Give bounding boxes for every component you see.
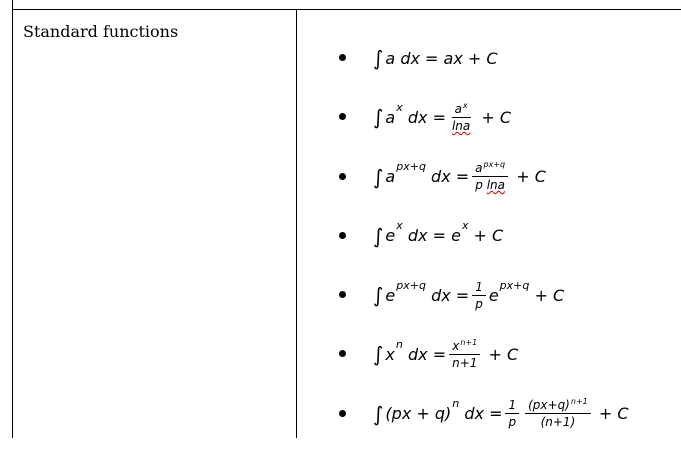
constant: C — [506, 344, 519, 364]
integral-sign: ∫ — [373, 105, 384, 130]
base: a — [385, 107, 396, 127]
formula — [373, 40, 498, 76]
constant: C — [486, 48, 498, 68]
formula — [373, 218, 503, 254]
integral-sign: ∫ — [373, 342, 384, 367]
formula-item — [333, 99, 681, 158]
integrand: a dx — [385, 48, 420, 68]
column-divider — [296, 10, 297, 438]
fraction — [505, 398, 519, 429]
bullet-icon — [339, 410, 346, 417]
formula-item — [333, 218, 681, 277]
result-exponent: px+q — [499, 278, 530, 292]
integral-sign: ∫ — [373, 223, 384, 248]
exponent: n — [395, 337, 403, 351]
numerator: 1 — [472, 280, 486, 296]
bullet-icon — [339, 113, 346, 120]
differential: dx — [431, 285, 451, 305]
numerator-base: a — [454, 101, 462, 116]
differential: dx — [431, 167, 451, 187]
denominator-ln: lna — [486, 178, 505, 193]
numerator-base: x — [452, 338, 460, 353]
integral-sign: ∫ — [373, 401, 384, 426]
integral-sign: ∫ — [373, 164, 384, 189]
denominator: p — [508, 415, 517, 430]
formula — [373, 159, 546, 195]
fraction — [472, 161, 508, 192]
formula — [373, 396, 629, 432]
exponent: x — [396, 100, 403, 114]
differential: dx — [407, 107, 428, 127]
numerator — [525, 398, 591, 414]
equals-sign: = — [432, 226, 446, 246]
formula-item — [333, 40, 681, 99]
bullet-icon — [339, 291, 346, 298]
differential: dx — [407, 344, 428, 364]
plus-sign: + — [598, 404, 613, 424]
base: e — [385, 285, 396, 305]
formula-item — [333, 159, 681, 218]
text-cursor-mark — [12, 0, 13, 9]
formula-item — [333, 277, 681, 336]
base: a — [385, 167, 396, 187]
equals-sign: = — [455, 285, 470, 305]
plus-sign: + — [473, 226, 487, 246]
denominator: p — [475, 296, 483, 311]
bullet-icon — [339, 350, 346, 357]
fraction — [449, 339, 480, 370]
equals-sign: = — [432, 344, 447, 364]
result-base: e — [488, 285, 499, 305]
denominator — [472, 177, 508, 192]
numerator — [449, 339, 480, 355]
row-label: Standard functions — [23, 22, 179, 41]
result-base: e — [451, 226, 461, 246]
plus-sign: + — [516, 167, 530, 187]
numerator-exponent: px+q — [483, 160, 506, 170]
constant: C — [617, 404, 629, 424]
integral-sign: ∫ — [373, 46, 384, 70]
numerator-base: (px+q) — [528, 398, 570, 413]
denominator: n+1 — [452, 355, 478, 370]
differential: dx — [464, 404, 484, 424]
plus-sign: + — [481, 107, 495, 127]
fraction — [449, 102, 473, 133]
formula-table — [12, 9, 681, 438]
exponent: n — [452, 397, 460, 411]
fraction — [525, 398, 591, 429]
formula — [373, 99, 511, 135]
equals-sign: = — [432, 107, 446, 127]
bullet-icon — [339, 54, 346, 61]
denominator: (n+1) — [540, 415, 576, 430]
constant: C — [534, 167, 546, 187]
exponent: x — [396, 219, 403, 233]
bullet-icon — [339, 232, 346, 239]
numerator-base: a — [475, 161, 483, 176]
exponent: px+q — [396, 160, 426, 174]
plus-sign: + — [467, 48, 482, 68]
exponent: px+q — [396, 278, 426, 292]
equals-sign: = — [425, 48, 439, 68]
denominator: lna — [451, 118, 471, 133]
numerator-exponent: n+1 — [460, 337, 478, 347]
bullet-icon — [339, 173, 346, 180]
numerator-exponent: n+1 — [570, 397, 588, 407]
integral-sign: ∫ — [373, 283, 384, 308]
numerator — [472, 161, 508, 177]
formula — [373, 336, 518, 372]
constant: C — [552, 285, 565, 305]
numerator-exponent: x — [462, 100, 468, 110]
numerator — [452, 102, 471, 118]
result-exponent: x — [461, 219, 469, 233]
plus-sign: + — [534, 285, 548, 305]
formula-item — [333, 396, 681, 455]
plus-sign: + — [488, 344, 502, 364]
result: ax — [443, 48, 463, 68]
formula-list — [333, 40, 681, 455]
equals-sign: = — [455, 167, 470, 187]
constant: C — [499, 107, 512, 127]
numerator: 1 — [505, 398, 519, 414]
base: x — [385, 344, 395, 364]
base: e — [385, 226, 396, 246]
base: (px + q) — [385, 404, 452, 424]
denominator-p: p — [475, 178, 483, 193]
formula-item — [333, 336, 681, 395]
fraction — [472, 280, 486, 311]
equals-sign: = — [489, 404, 503, 424]
formula — [373, 277, 564, 313]
constant: C — [492, 226, 504, 246]
differential: dx — [407, 226, 428, 246]
